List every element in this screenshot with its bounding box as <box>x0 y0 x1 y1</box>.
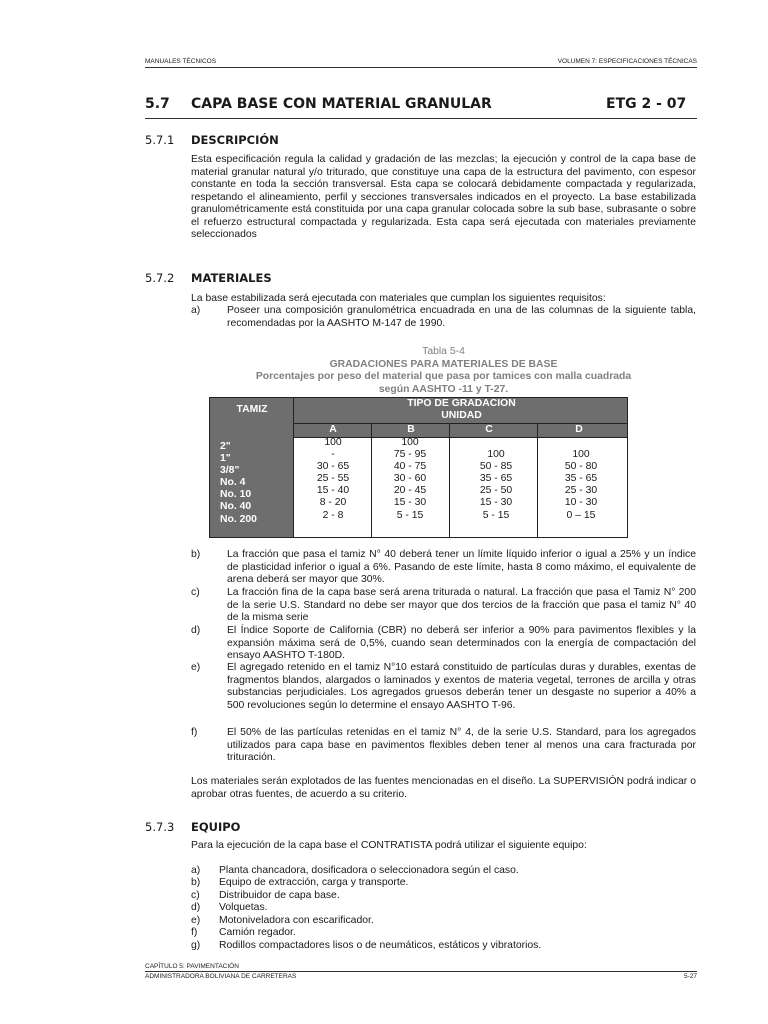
subsection-title: EQUIPO <box>191 820 241 834</box>
sieve-labels: 2" 1" 3/8" No. 4 No. 10 No. 40 No. 200 <box>220 441 257 525</box>
page-header <box>145 58 697 68</box>
gradation-table <box>209 397 628 538</box>
header-left: MANUALES TÉCNICOS <box>145 58 217 65</box>
descripcion-paragraph: Esta especificación regula la calidad y gradación de las mezclas; la ejecución y control de la capa base de material granular natural y/o triturado, que constituye una capa de la estructura del pavimento, con espesor constante en toda la sección transversal. Esta capa se colocará debidamente compactada y regularizada, respetando el alineamiento, perfil y secciones transversales indicados en el proyecto. La base estabilizada granulométricamente está constituida por una capa granular colocada sobre la sub base, subrasante o sobre el refuerzo estructural compactada y regularizada. Esta capa será ejecutada con materiales previamente seleccionados <box>191 154 696 240</box>
footer-chapter: CAPÍTULO 5: PAVIMENTACIÓN <box>145 963 239 970</box>
equipo-intro: Para la ejecución de la capa base el CONTRATISTA podrá utilizar el siguiente equipo: <box>191 840 587 851</box>
subsection-title: MATERIALES <box>191 271 272 285</box>
section-title <box>145 96 697 119</box>
page-footer <box>145 971 697 980</box>
materiales-closing: Los materiales serán explotados de las fuentes mencionadas en el diseño. La SUPERVISIÓN podrá indicar o aprobar otras fuentes, de acuerdo a su criterio. <box>191 776 696 800</box>
column-divider <box>537 423 538 537</box>
grade-header-a: A <box>329 424 337 435</box>
footer-org: ADMINISTRADORA BOLIVIANA DE CARRETERAS <box>145 973 297 980</box>
header-right: VOLUMEN 7: ESPECIFICACIONES TÉCNICAS <box>557 58 697 65</box>
grade-column-b: 100 75 - 95 40 - 75 30 - 60 20 - 45 15 - 30 5 - 15 <box>393 437 427 521</box>
tipo-header: TIPO DE GRADACION UNIDAD <box>407 398 516 421</box>
section-title-text: CAPA BASE CON MATERIAL GRANULAR <box>191 96 492 112</box>
grade-header-b: B <box>407 424 415 435</box>
grade-column-c: 100 50 - 85 35 - 65 25 - 50 15 - 30 5 - 15 <box>479 449 513 521</box>
subsection-number: 5.7.1 <box>145 133 175 147</box>
table-caption-number: Tabla 5-4 <box>422 346 465 357</box>
tamiz-header: TAMIZ <box>236 404 268 415</box>
grade-header-row <box>294 423 627 438</box>
table-caption-title: GRADACIONES PARA MATERIALES DE BASE <box>329 358 558 370</box>
materiales-intro: La base estabilizada será ejecutada con materiales que cumplan los siguientes requisitos: <box>191 293 606 304</box>
grade-column-a: 100 - 30 - 65 25 - 55 15 - 40 8 - 20 2 - 8 <box>316 437 350 521</box>
subsection-title: DESCRIPCIÓN <box>191 133 279 147</box>
section-number: 5.7 <box>145 96 170 112</box>
document-page: MANUALES TÉCNICOS VOLUMEN 7: ESPECIFICACIONES TÉCNICAS 5.7 CAPA BASE CON MATERIAL GRANULAR ETG 2 - 07 5.7.1 DESCRIPCIÓN Esta especificación regula la calidad y gradación de las mezclas; la ejecución y control de la capa base de material granular natural y/o triturado, que constituye una capa de la estructura del pavimento, con espesor constante en toda la sección transversal. Esta capa se colocará debidamente compactada y regularizada, respetando el alineamiento, perfil y secciones transversales indicados en el proyecto. La base estabilizada granulométricamente está constituida por una capa granular colocada sobre la sub base, subrasante o sobre el refuerzo estructural compactada y regularizada. Esta capa será ejecutada con materiales previamente seleccionados 5.7.2 MATERIALES La base estabilizada será ejecutada con materiales que cumplan los siguientes requisitos: a) Poseer una composición granulométrica encuadrada en una de las columnas de la siguiente tabla, recomendadas por la AASHTO M-147 de 1990. Tabla 5-4 GRADACIONES PARA MATERIALES DE BASE Porcentajes por peso del material que pasa por tamices con malla cuadrada según AASHTO -11 y T-27. TAMIZ TIPO DE GRADACION UNIDAD A B C D 2" 1" 3/8" No. 4 No. 10 No. 40 No. 200 100 - 30 - 65 25 - 55 15 - 40 8 - 20 2 - 8 100 75 - 95 40 - 75 30 - 60 20 - 45 15 - 30 5 - 15 100 50 - 85 35 - 65 25 - 50 15 - 30 5 - 15 100 50 - 80 35 - 65 25 - 30 10 - 30 0 – 15 b) La fracción que pasa el tamiz N° 40 deberá tener un límite líquido inferior o igual a 25% y un índice de plasticidad inferior o igual a 6%. Pasando de este límite, hasta 8 como máximo, el equivalente de arena deberá ser mayor que 30%. c) La fracción fina de la capa base será arena triturada o natural. La fracción que pasa el Tamiz N° 200 de la serie U.S. Standard no debe ser mayor que dos tercios de la fracción que pasa el tamiz N° 40 de la misma serie d) El Índice Soporte de California (CBR) no deberá ser inferior a 90% para pavimentos flexibles y la expansión máxima será de 0,5%, cuando sean determinados con la energía de compactación del ensayo AASHTO T-180D. e) El agregado retenido en el tamiz N°10 estará constituido de partículas duras y durables, exentas de fragmentos blandos, alargados o laminados y exentos de materia vegetal, terrones de arcilla y otras substancias perjudiciales. Los agregados gruesos deberán tener un desgaste no superior a 40% a 500 revoluciones según lo determine el ensayo AASHTO T-96. f) El 50% de las partículas retenidas en el tamiz N° 4, de la serie U.S. Standard, para los agregados utilizados para capa base en pavimentos flexibles deben tener al menos una cara fracturada por trituración. Los materiales serán explotados de las fuentes mencionadas en el diseño. La SUPERVISIÓN podrá indicar o aprobar otras fuentes, de acuerdo a su criterio. 5.7.3 EQUIPO Para la ejecución de la capa base el CONTRATISTA podrá utilizar el siguiente equipo: a) Planta chancadora, dosificadora o seleccionadora según el caso. b) Equipo de extracción, carga y transporte. c) Distribuidor de capa base. d) Volquetas. e) Motoniveladora con escarificador. f) Camión regador. g) Rodillos compactadores lisos o de neumáticos, estáticos y vibratorios. CAPÍTULO 5: PAVIMENTACIÓN ADMINISTRADORA BOLIVIANA DE CARRETERAS 5-27 <box>145 58 697 980</box>
grade-header-c: C <box>485 424 493 435</box>
page-number: 5-27 <box>683 973 697 980</box>
subsection-number: 5.7.2 <box>145 271 175 285</box>
table-caption-subtitle: Porcentajes por peso del material que pasa por tamices con malla cuadrada según AASHTO -11 y T-27. <box>255 371 632 395</box>
section-code: ETG 2 - 07 <box>606 96 687 112</box>
subsection-number: 5.7.3 <box>145 820 175 834</box>
grade-header-d: D <box>575 424 583 435</box>
table-caption <box>191 346 696 396</box>
grade-column-d: 100 50 - 80 35 - 65 25 - 30 10 - 30 0 – 15 <box>564 449 598 521</box>
